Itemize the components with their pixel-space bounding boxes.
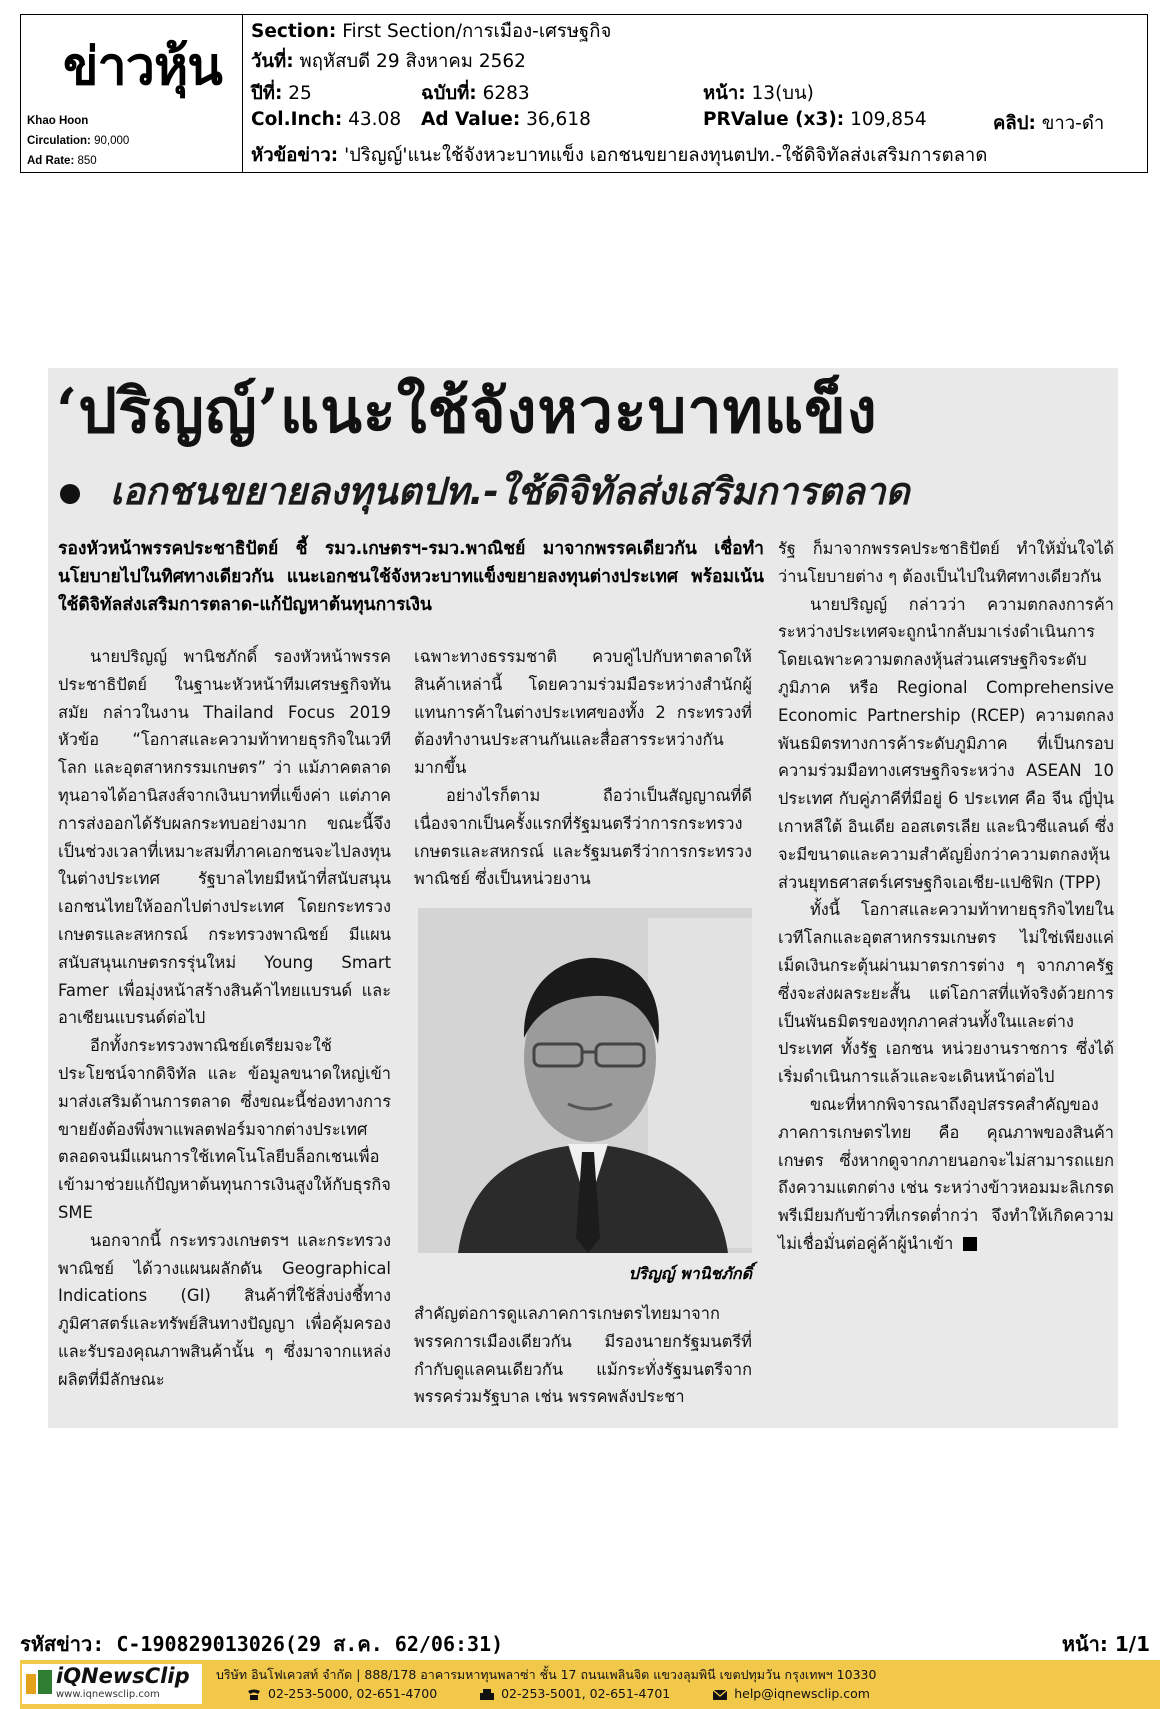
- advalue-value: 36,618: [526, 109, 591, 130]
- news-code-row: [20, 1628, 1150, 1660]
- issue-row: [421, 79, 530, 108]
- section-value: First Section/การเมือง-เศรษฐกิจ: [342, 21, 612, 42]
- article-subhead-row: [60, 462, 1120, 521]
- phone-icon: [246, 1689, 262, 1701]
- date-label: วันที่:: [251, 51, 294, 72]
- issue-value: 6283: [482, 83, 530, 104]
- publication-logo: ข่าวหุ้น: [63, 37, 222, 97]
- iqnewsclip-logo-icon: [24, 1668, 54, 1698]
- clip-label: คลิป:: [993, 113, 1036, 134]
- paragraph-last: [778, 1091, 1114, 1258]
- article-subhead: เอกชนขยายลงทุนตปท.-ใช้ดิจิทัลส่งเสริมการตลาด: [110, 470, 910, 513]
- contact-row: [246, 1686, 870, 1701]
- section-row: [251, 17, 611, 46]
- paragraph: รัฐ ก็มาจากพรรคประชาธิปัตย์ ทำให้มั่นใจได้ว่านโยบายต่าง ๆ ต้องเป็นไปในทิศทางเดียวกัน: [778, 539, 1114, 586]
- paragraph: อีกทั้งกระทรวงพาณิชย์เตรียมจะใช้ประโยชน์จากดิจิทัล และ ข้อมูลขนาดใหญ่เข้ามาส่งเสริมด้านการตลาด ซึ่งขณะนี้ช่องทางการขายยังต้องพึ่งพาแพลตฟอร์มจากต่างประเทศ ตลอดจนมีแผนการใช้เทคโนโลยีบล็อกเชนเพื่อเข้ามาช่วยแก้ปัญหาต้นทุนการเงินสูงให้กับธุรกิจ SME: [58, 1036, 391, 1222]
- publication-name: Khao Hoon: [27, 115, 89, 127]
- article-column-3: [778, 535, 1114, 1258]
- advalue-row: [421, 109, 591, 130]
- phone-numbers: 02-253-5000, 02-651-4700: [268, 1686, 438, 1701]
- issue-label: ฉบับที่:: [421, 83, 477, 104]
- metadata-panel: [251, 15, 1141, 172]
- page-value: 13(บน): [751, 83, 814, 104]
- circulation-label: Circulation:: [27, 135, 91, 147]
- colinch-row: [251, 109, 401, 130]
- prvalue-row: [703, 109, 927, 130]
- news-code: รหัสข่าว: C-190829013026(29 ส.ค. 62/06:31): [20, 1632, 504, 1656]
- brand-name: iQNewsClip: [56, 1664, 190, 1688]
- paragraph: นายปริญญ์ กล่าวว่า ความตกลงการค้าระหว่างประเทศจะถูกนำกลับมาเร่งดำเนินการ โดยเฉพาะความตกลงหุ้นส่วนเศรษฐกิจระดับภูมิภาค หรือ Regional Comprehensive Economic Partnership (RCEP) ความตกลงพันธมิตรทางการค้าระดับภูมิภาค ที่เป็นกรอบความร่วมมือทางเศรษฐกิจระหว่าง ASEAN 10 ประเทศ กับคู่ภาคีที่มีอยู่ 6 ประเทศ คือ จีน ญี่ปุ่น เกาหลีใต้ อินเดีย ออสเตรเลีย และนิวซีแลนด์ ซึ่งจะมีขนาดและความสำคัญยิ่งกว่าความตกลงหุ้นส่วนยุทธศาสตร์เศรษฐกิจเอเชีย-แปซิฟิก (TPP): [778, 594, 1114, 892]
- year-value: 25: [288, 83, 312, 104]
- article-column-1: [58, 643, 391, 1394]
- paragraph: ทั้งนี้ โอกาสและความท้าทายธุรกิจไทยในเวทีโลกและอุตสาหกรรมเกษตร ไม่ใช่เพียงแค่เม็ดเงินกระตุ้นผ่านมาตรการต่าง ๆ จากภาครัฐ ซึ่งจะส่งผลระยะสั้น แต่โอกาสที่แท้จริงด้วยการเป็นพันธมิตรของทุกภาคส่วนทั้งในและต่างประเทศ ทั้งรัฐ เอกชน หน่วยงานราชการ ซึ่งได้เริ่มดำเนินการแล้วและจะเดินหน้าต่อไป: [778, 900, 1114, 1087]
- company-address: บริษัท อินโฟเควสท์ จำกัด | 888/178 อาคารมหาทุนพลาซ่า ชั้น 17 ถนนเพลินจิต แขวงลุมพินี เขตปทุมวัน กรุงเทพฯ 10330: [216, 1667, 877, 1682]
- article-headline: ‘ปริญญ์’แนะใช้จังหวะบาทแข็ง: [56, 376, 878, 447]
- headline-label: หัวข้อข่าว:: [251, 145, 339, 166]
- brand-url[interactable]: www.iqnewsclip.com: [56, 1689, 160, 1700]
- article-column-2: [414, 643, 752, 893]
- paragraph: นายปริญญ์ พานิชภักดิ์ รองหัวหน้าพรรคประชาธิปัตย์ ในฐานะหัวหน้าทีมเศรษฐกิจทันสมัย กล่าวในงาน Thailand Focus 2019 หัวข้อ “โอกาสและความท้าทายธุรกิจในเวทีโลก และอุตสาหกรรมเกษตร” ว่า แม้ภาคตลาดทุนอาจได้อานิสงส์จากเงินบาทที่แข็งค่า แต่ภาคการส่งออกได้รับผลกระทบอย่างมาก ขณะนี้จึงเป็นช่วงเวลาที่เหมาะสมที่ภาคเอกชนจะไปลงทุนในต่างประเทศ รัฐบาลไทยมีหน้าที่สนับสนุนเอกชนไทยให้ออกไปต่างประเทศ โดยกระทรวงเกษตรและสหกรณ์ กระทรวงพาณิชย์ มีแผนสนับสนุนเกษตรกรรุ่นใหม่ Young Smart Famer เพื่อมุ่งหน้าสร้างสินค้าไทยแบรนด์ และ อาเซียนแบรนด์ต่อไป: [58, 647, 392, 1028]
- date-row: [251, 47, 526, 76]
- paragraph-text: ขณะที่หากพิจารณาถึงอุปสรรคสำคัญของภาคการเกษตรไทย คือ คุณภาพของสินค้าเกษตร ซึ่งหากดูจากภายนอกจะไม่สามารถแยกถึงความแตกต่าง เช่น ระหว่างข้าวหอมมะลิเกรดพรีเมียมกับข้าวที่เกรดต่ำกว่า จึงทำให้เกิดความไม่เชื่อมั่นต่อคู่ค้าผู้นำเข้า: [778, 1094, 1114, 1253]
- article-column-2-continued: [414, 1300, 752, 1411]
- bullet-icon: [60, 484, 80, 504]
- fax-icon: [479, 1689, 495, 1701]
- prvalue-value: 109,854: [850, 109, 927, 130]
- email-icon: [712, 1689, 728, 1701]
- fax-numbers: 02-253-5001, 02-651-4701: [501, 1686, 671, 1701]
- colinch-label: Col.Inch:: [251, 109, 343, 130]
- paragraph: อย่างไรก็ตาม ถือว่าเป็นสัญญาณที่ดีเนื่องจากเป็นครั้งแรกที่รัฐมนตรีว่าการกระทรวงเกษตรและสหกรณ์ และรัฐมนตรีว่าการกระทรวงพาณิชย์ ซึ่งเป็นหน่วยงาน: [414, 785, 752, 889]
- paragraph: นอกจากนี้ กระทรวงเกษตรฯ และกระทรวงพาณิชย์ ได้วางแผนผลักดัน Geographical Indications (GI) สินค้าที่ใช้สิ่งบ่งชี้ทางภูมิศาสตร์และทรัพย์สินทางปัญญา เพื่อคุ้มครองและรับรองคุณภาพสินค้านั้น ๆ ซึ่งมาจากแหล่งผลิตที่มีลักษณะ: [58, 1230, 391, 1389]
- photo-caption: ปริญญ์ พานิชภักดิ์: [628, 1264, 752, 1283]
- clipping-header: [20, 14, 1148, 173]
- article-lead: รองหัวหน้าพรรคประชาธิปัตย์ ชี้ รมว.เกษตรฯ-รมว.พาณิชย์ มาจากพรรคเดียวกัน เชื่อทำนโยบายไปในทิศทางเดียวกัน แนะเอกชนใช้จังหวะบาทแข็งขยายลงทุนต่างประเทศ พร้อมเน้นใช้ดิจิทัลส่งเสริมการตลาด-แก้ปัญหาต้นทุนการเงิน: [58, 539, 764, 615]
- colinch-value: 43.08: [348, 109, 402, 130]
- headline-value: 'ปริญญ์'แนะใช้จังหวะบาทแข็ง เอกชนขยายลงทุนตปท.-ใช้ดิจิทัลส่งเสริมการตลาด: [344, 145, 988, 166]
- date-value: พฤหัสบดี 29 สิงหาคม 2562: [299, 51, 526, 72]
- section-label: Section:: [251, 21, 337, 42]
- year-label: ปีที่:: [251, 83, 283, 104]
- iqnewsclip-logo[interactable]: [22, 1664, 202, 1704]
- prvalue-label: PRValue (x3):: [703, 109, 845, 130]
- paragraph: สำคัญต่อการดูแลภาคการเกษตรไทยมาจากพรรคการเมืองเดียวกัน มีรองนายกรัฐมนตรีที่กำกับดูแลคนเดียวกัน แม้กระทั่งรัฐมนตรีจากพรรคร่วมรัฐบาล เช่น พรรคพลังประชา: [414, 1304, 752, 1407]
- portrait-photo: [418, 908, 752, 1253]
- advalue-label: Ad Value:: [421, 109, 521, 130]
- portrait-photo-image: [418, 908, 752, 1253]
- year-row: [251, 79, 312, 108]
- circulation-value: 90,000: [94, 135, 130, 147]
- headline-row: [251, 141, 987, 170]
- publication-panel: [21, 15, 243, 172]
- clip-value: ขาว-ดำ: [1041, 113, 1105, 134]
- email-address[interactable]: help@iqnewsclip.com: [734, 1686, 870, 1701]
- ad-rate-value: 850: [77, 155, 97, 167]
- publication-info: [27, 111, 129, 171]
- page-label: หน้า:: [703, 83, 746, 104]
- paragraph: เฉพาะทางธรรมชาติ ควบคู่ไปกับหาตลาดให้สินค้าเหล่านี้ โดยความร่วมมือระหว่างสำนักผู้แทนการค้าในต่างประเทศของทั้ง 2 กระทรวงที่ต้องทำงานประสานกันและสื่อสารระหว่างกันมากขึ้น: [414, 647, 752, 778]
- ad-rate-label: Ad Rate:: [27, 155, 75, 167]
- page-count: หน้า: 1/1: [1061, 1632, 1150, 1656]
- clip-row: [993, 109, 1104, 138]
- page-row: [703, 79, 814, 108]
- end-mark-icon: [963, 1237, 977, 1251]
